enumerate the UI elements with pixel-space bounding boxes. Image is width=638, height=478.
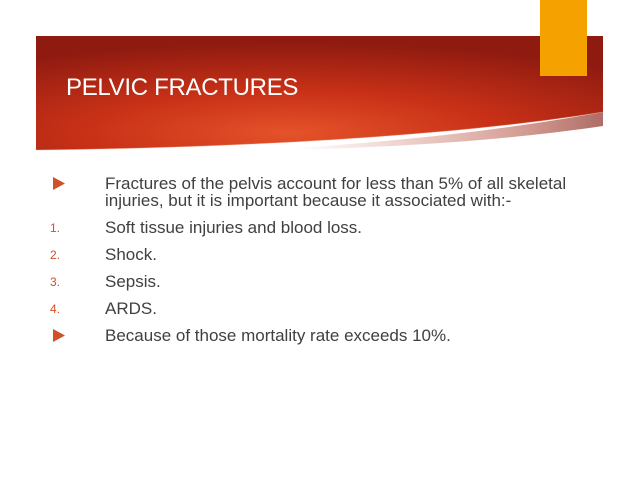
list-item-number: 4. <box>50 302 61 316</box>
list-item <box>50 246 570 263</box>
list-item-text: ARDS. <box>105 299 157 318</box>
list-item-text: Sepsis. <box>105 272 161 291</box>
list-item-number: 2. <box>50 248 61 262</box>
list-item-text: Fractures of the pelvis account for less than 5% of all skeletal injuries, but it is important because it associated with:- <box>105 174 567 210</box>
list-item <box>50 175 570 209</box>
list-item-text: Shock. <box>105 245 157 264</box>
list-item-number: 3. <box>50 275 61 289</box>
list-item <box>50 219 570 236</box>
bullet-list <box>50 175 570 354</box>
triangle-right-icon <box>53 177 65 190</box>
list-item-text: Soft tissue injuries and blood loss. <box>105 218 363 237</box>
list-item <box>50 273 570 290</box>
list-item <box>50 300 570 317</box>
triangle-right-icon <box>53 329 65 342</box>
list-item-text: Because of those mortality rate exceeds 10%. <box>105 326 451 345</box>
list-item-number: 1. <box>50 221 61 235</box>
accent-tab <box>540 0 587 76</box>
slide-title: PELVIC FRACTURES <box>66 74 299 101</box>
list-item <box>50 327 570 344</box>
